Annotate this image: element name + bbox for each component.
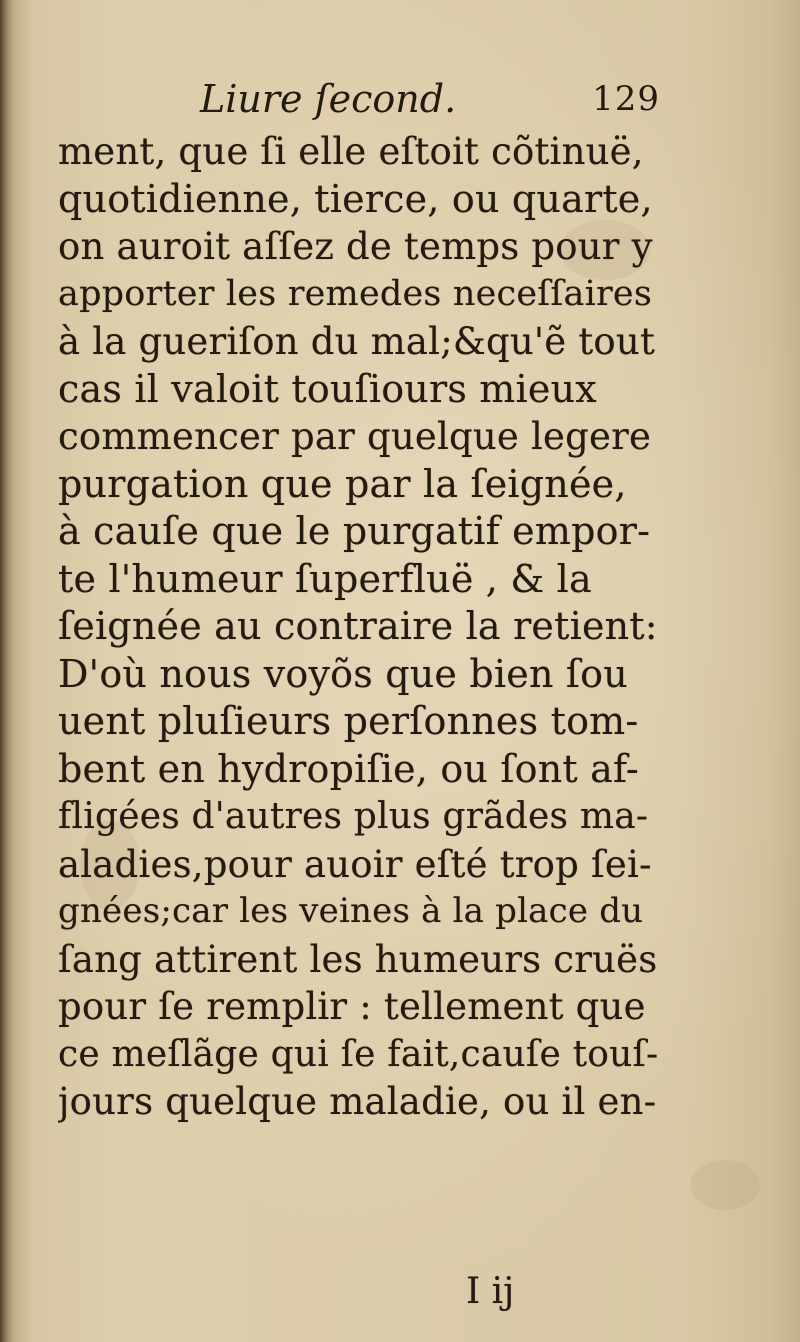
page-gutter-shadow xyxy=(0,0,14,1342)
text-line: bent en hydropiſie, ou ſont af- xyxy=(58,746,639,791)
signature-mark: I ij xyxy=(466,1271,515,1312)
text-line: pour ſe remplir : tellement que xyxy=(58,985,646,1028)
text-line: à cauſe que le purgatif empor- xyxy=(58,509,651,553)
page-number: 129 xyxy=(592,79,660,119)
text-line: D'où nous voyõs que bien ſou xyxy=(58,651,628,696)
text-line: ment, que ſi elle eſtoit cõtinuë, xyxy=(58,130,644,173)
text-line: ſang attirent les humeurs cruës xyxy=(58,937,658,981)
text-line: cas il valoit touſiours mieux xyxy=(58,366,597,411)
text-line: te l'humeur ſuperfluë , & la xyxy=(58,556,592,601)
page-header xyxy=(200,74,660,124)
body-text xyxy=(58,128,658,1126)
text-line: quotidienne, tierce, ou quarte, xyxy=(58,176,653,221)
text-line: apporter les remedes neceſſaires xyxy=(58,273,652,314)
text-line: purgation que par la ſeignée, xyxy=(58,461,627,506)
paper-stain xyxy=(690,1160,760,1210)
text-line: uent pluſieurs perſonnes tom- xyxy=(58,699,639,743)
text-line: gnées;car les veines à la place du xyxy=(58,891,644,931)
text-line: on auroit aſſez de temps pour y xyxy=(58,225,653,268)
text-line: à la gueriſon du mal;&qu'ẽ tout xyxy=(58,320,656,363)
running-title: Liure ſecond. xyxy=(200,77,457,121)
text-line: jours quelque maladie, ou il en- xyxy=(58,1080,657,1123)
text-line: fligées d'autres plus grãdes ma- xyxy=(58,796,649,837)
text-line: commencer par quelque legere xyxy=(58,415,652,458)
text-line: aladies,pour auoir eſté trop ſei- xyxy=(58,842,652,886)
text-line: ſeignée au contraire la retient: xyxy=(58,604,658,648)
text-line: ce meſlãge qui ſe fait,cauſe touſ- xyxy=(58,1033,658,1075)
